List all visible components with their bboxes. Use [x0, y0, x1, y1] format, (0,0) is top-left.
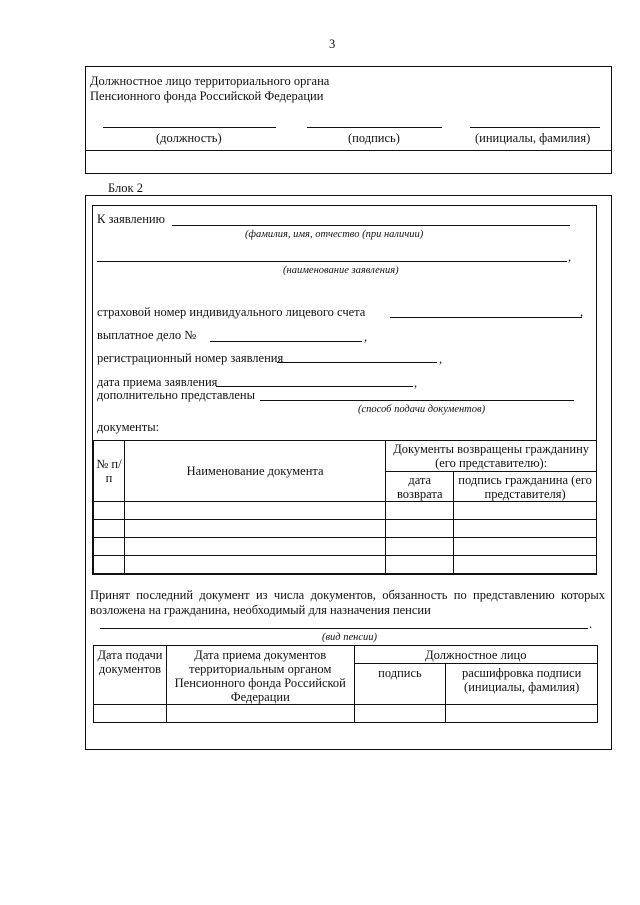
col-num-header: № п/п [94, 441, 125, 502]
table-cell[interactable] [94, 502, 125, 520]
table-cell[interactable] [94, 705, 167, 723]
block2-heading: Блок 2 [108, 181, 143, 195]
to-application-label: К заявлению [97, 212, 165, 226]
col-citizen-signature-header: подпись гражданина (его представителя) [454, 472, 597, 502]
block1-inner-divider [85, 150, 612, 151]
col-signature-decoding-header: расшифровка подписи (инициалы, фамилия) [446, 664, 598, 705]
documents-table [93, 440, 597, 574]
table-cell[interactable] [354, 705, 446, 723]
table-cell[interactable] [124, 502, 385, 520]
last-document-line-1: Принят последний документ из числа документов, обязанность по представлению которых [90, 588, 605, 602]
additional-label: дополнительно представлены [97, 388, 256, 402]
table-cell[interactable] [124, 520, 385, 538]
acceptance-table [93, 645, 598, 723]
payout-field[interactable] [210, 341, 362, 342]
table-cell[interactable] [454, 520, 597, 538]
position-field[interactable] [103, 127, 276, 128]
table-row [94, 705, 598, 723]
col-official-header: Должностное лицо [354, 646, 597, 664]
signature-field[interactable] [307, 127, 442, 128]
comma-5: , [414, 376, 418, 390]
table-cell[interactable] [454, 556, 597, 574]
comma-2: , [580, 305, 584, 319]
reg-number-label: регистрационный номер заявления [97, 351, 284, 365]
table-cell[interactable] [386, 556, 454, 574]
official-line-1: Должностное лицо территориального органа [90, 74, 330, 88]
table-cell[interactable] [94, 538, 125, 556]
table-row [94, 520, 597, 538]
col-receipt-date-header: Дата приема документов территориальным органом Пенсионного фонда Российской Федерации [166, 646, 354, 705]
additional-field[interactable] [260, 400, 574, 401]
table-cell[interactable] [386, 520, 454, 538]
table-row [94, 538, 597, 556]
application-name-field[interactable] [97, 261, 567, 262]
caption-signature: (подпись) [348, 131, 400, 145]
pension-type-field[interactable] [100, 628, 588, 629]
col-returned-header: Документы возвращены гражданину (его представителю): [386, 441, 597, 472]
snils-label: страховой номер индивидуального лицевого счета [97, 305, 366, 319]
caption-name: (инициалы, фамилия) [475, 131, 591, 145]
page-number: 3 [329, 37, 336, 51]
table-row [94, 556, 597, 574]
table-cell[interactable] [454, 538, 597, 556]
col-submit-date-header: Дата подачи документов [94, 646, 167, 705]
caption-pension-type: (вид пенсии) [322, 632, 378, 643]
comma-3: , [364, 330, 368, 344]
last-document-line-2: возложена на гражданина, необходимый для назначения пенсии [90, 603, 431, 617]
official-line-2: Пенсионного фонда Российской Федерации [90, 89, 324, 103]
date-label: дата приема заявления [97, 375, 218, 389]
table-row [94, 502, 597, 520]
table-cell[interactable] [94, 556, 125, 574]
payout-label: выплатное дело № [97, 328, 197, 342]
period: . [589, 617, 593, 631]
caption-fio: (фамилия, имя, отчество (при наличии) [245, 229, 424, 240]
table-cell[interactable] [166, 705, 354, 723]
date-field[interactable] [216, 386, 413, 387]
comma-1: , [568, 250, 572, 264]
table-cell[interactable] [386, 538, 454, 556]
reg-number-field[interactable] [277, 362, 437, 363]
caption-position: (должность) [156, 131, 222, 145]
table-cell[interactable] [446, 705, 598, 723]
table-cell[interactable] [94, 520, 125, 538]
caption-application-name: (наименование заявления) [283, 265, 399, 276]
col-return-date-header: дата возврата [386, 472, 454, 502]
documents-label: документы: [97, 420, 160, 434]
col-signature-header: подпись [354, 664, 446, 705]
snils-field[interactable] [390, 317, 582, 318]
name-field[interactable] [470, 127, 600, 128]
comma-4: , [439, 352, 443, 366]
caption-method: (способ подачи документов) [358, 404, 486, 415]
col-name-header: Наименование документа [124, 441, 385, 502]
applicant-fio-field[interactable] [172, 225, 570, 226]
table-cell[interactable] [386, 502, 454, 520]
table-cell[interactable] [124, 538, 385, 556]
table-cell[interactable] [454, 502, 597, 520]
table-cell[interactable] [124, 556, 385, 574]
